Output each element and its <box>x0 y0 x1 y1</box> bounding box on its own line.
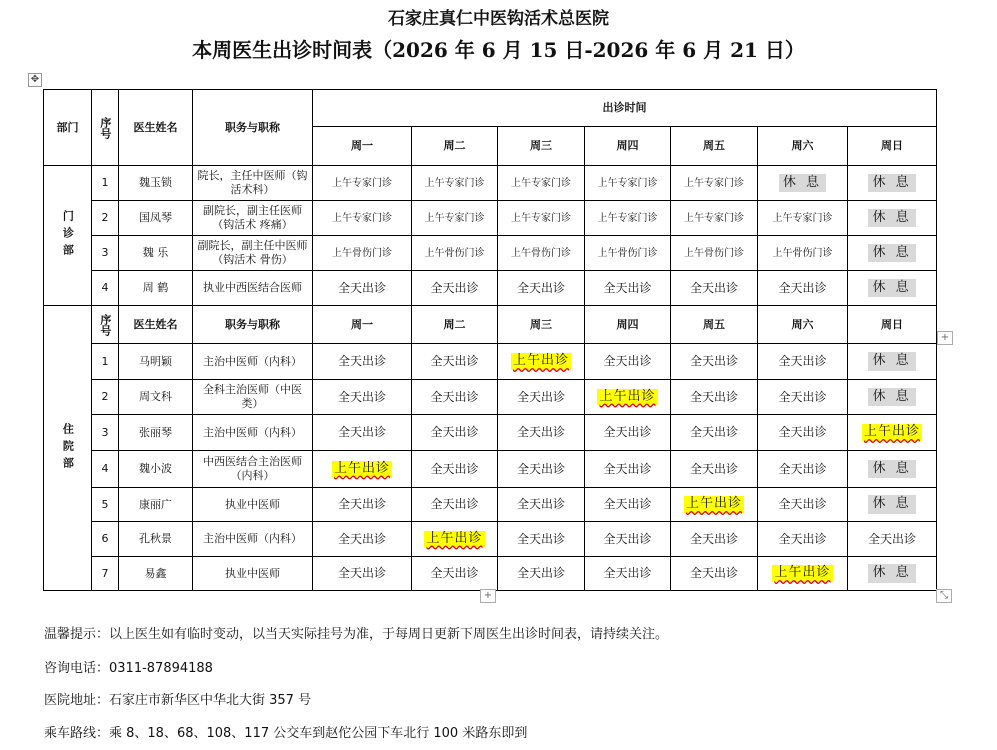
full-day-label: 全天出诊 <box>603 461 652 476</box>
schedule-cell <box>313 488 412 522</box>
full-day-label: 全天出诊 <box>337 280 386 295</box>
schedule-cell <box>758 344 848 380</box>
schedule-cell <box>848 522 937 557</box>
schedule-cell <box>412 488 498 522</box>
doctor-name-cell: 张丽琴 <box>119 415 193 451</box>
schedule-cell <box>848 201 937 236</box>
schedule-cell <box>671 415 758 451</box>
schedule-cell <box>498 166 585 201</box>
dept-header: 部门 <box>44 90 92 166</box>
schedule-cell <box>498 201 585 236</box>
schedule-header: 出诊时间 <box>313 90 937 127</box>
table-resize-icon[interactable]: ⤡ <box>936 589 952 603</box>
doctor-row <box>44 380 937 415</box>
doctor-name-cell: 孔秋景 <box>119 522 193 557</box>
schedule-cell <box>412 522 498 557</box>
full-day-label: 全天出诊 <box>430 566 479 580</box>
morning-only-label: 上午出诊 <box>599 388 656 404</box>
rest-label: 休 息 <box>868 244 915 262</box>
seq-cell: 4 <box>92 271 119 306</box>
rest-label: 休 息 <box>868 388 915 406</box>
schedule-cell <box>758 380 848 415</box>
seq-cell: 7 <box>92 557 119 591</box>
clinic-label: 上午骨伤门诊 <box>597 247 658 259</box>
schedule-cell <box>412 380 498 415</box>
seq-cell: 2 <box>92 380 119 415</box>
full-day-label: 全天出诊 <box>603 354 652 368</box>
schedule-cell <box>758 166 848 201</box>
full-day-label: 全天出诊 <box>778 389 827 404</box>
schedule-cell <box>313 166 412 201</box>
day-header: 周一 <box>313 306 412 344</box>
schedule-cell <box>585 451 671 488</box>
clinic-label: 上午专家门诊 <box>424 177 485 189</box>
clinic-label: 上午专家门诊 <box>597 177 658 189</box>
schedule-cell <box>412 451 498 488</box>
schedule-cell <box>313 451 412 488</box>
schedule-cell <box>585 415 671 451</box>
schedule-cell <box>758 557 848 591</box>
schedule-cell <box>498 488 585 522</box>
warm-tip: 温馨提示：以上医生如有临时变动，以当天实际挂号为准，于每周日更新下周医生出诊时间表，请持续关注。 <box>44 627 669 642</box>
schedule-cell <box>412 557 498 591</box>
doctor-row <box>44 201 937 236</box>
full-day-label: 全天出诊 <box>689 280 738 295</box>
full-day-label: 全天出诊 <box>430 389 479 404</box>
schedule-cell <box>585 344 671 380</box>
morning-only-label: 上午出诊 <box>512 353 569 369</box>
schedule-cell <box>585 522 671 557</box>
schedule-cell <box>758 271 848 306</box>
role-cell: 院长，主任中医师（钩活术科） <box>193 166 313 201</box>
schedule-cell <box>671 522 758 557</box>
role-cell: 副院长，副主任中医师（钩活术 骨伤） <box>193 236 313 271</box>
schedule-cell <box>412 201 498 236</box>
full-day-label: 全天出诊 <box>603 280 652 295</box>
schedule-cell <box>671 380 758 415</box>
schedule-cell <box>498 236 585 271</box>
day-header: 周四 <box>585 127 671 166</box>
name-header: 医生姓名 <box>119 306 193 344</box>
day-header: 周五 <box>671 306 758 344</box>
full-day-label: 全天出诊 <box>516 461 565 476</box>
seq-cell: 6 <box>92 522 119 557</box>
schedule-cell <box>758 415 848 451</box>
schedule-cell <box>313 201 412 236</box>
role-cell: 主治中医师（内科） <box>193 344 313 380</box>
full-day-label: 全天出诊 <box>689 354 738 368</box>
schedule-cell <box>313 236 412 271</box>
full-day-label: 全天出诊 <box>337 425 386 439</box>
role-cell: 主治中医师（内科） <box>193 522 313 557</box>
day-header: 周六 <box>758 127 848 166</box>
day-header: 周日 <box>848 306 937 344</box>
day-header: 周三 <box>498 306 585 344</box>
schedule-cell <box>313 271 412 306</box>
seq-cell: 3 <box>92 415 119 451</box>
seq-cell: 5 <box>92 488 119 522</box>
full-day-label: 全天出诊 <box>337 566 386 580</box>
full-day-label: 全天出诊 <box>516 389 565 404</box>
role-cell: 全科主治医师（中医类） <box>193 380 313 415</box>
seq-cell: 4 <box>92 451 119 488</box>
role-cell: 中西医结合主治医师（内科） <box>193 451 313 488</box>
full-day-label: 全天出诊 <box>516 280 565 295</box>
full-day-label: 全天出诊 <box>778 280 827 295</box>
full-day-label: 全天出诊 <box>778 497 827 511</box>
morning-only-label: 上午出诊 <box>685 496 742 512</box>
schedule-cell <box>412 271 498 306</box>
clinic-label: 上午专家门诊 <box>772 212 833 224</box>
rest-label: 休 息 <box>868 279 915 297</box>
full-day-label: 全天出诊 <box>430 461 479 476</box>
rest-label: 休 息 <box>779 174 826 192</box>
full-day-label: 全天出诊 <box>603 566 652 580</box>
doctor-name-cell: 马明颖 <box>119 344 193 380</box>
doctor-row <box>44 557 937 591</box>
schedule-cell <box>758 522 848 557</box>
schedule-cell <box>848 236 937 271</box>
schedule-cell <box>758 488 848 522</box>
doctor-row <box>44 451 937 488</box>
day-header: 周一 <box>313 127 412 166</box>
schedule-table <box>43 89 937 591</box>
seq-header: 序号 <box>92 90 119 166</box>
rest-label: 休 息 <box>868 460 915 478</box>
schedule-cell <box>758 236 848 271</box>
full-day-label: 全天出诊 <box>337 531 386 546</box>
full-day-label: 全天出诊 <box>689 531 738 546</box>
full-day-label: 全天出诊 <box>689 389 738 404</box>
role-header: 职务与职称 <box>193 90 313 166</box>
doctor-name-cell: 周文科 <box>119 380 193 415</box>
rest-label: 休 息 <box>868 564 915 582</box>
schedule-cell <box>585 201 671 236</box>
clinic-label: 上午专家门诊 <box>332 177 392 189</box>
schedule-cell <box>585 236 671 271</box>
full-day-label: 全天出诊 <box>603 425 652 439</box>
day-header: 周六 <box>758 306 848 344</box>
doctor-row <box>44 236 937 271</box>
schedule-cell <box>671 344 758 380</box>
role-cell: 执业中医师 <box>193 488 313 522</box>
header-row <box>44 90 937 127</box>
schedule-cell <box>498 451 585 488</box>
full-day-label: 全天出诊 <box>430 280 479 295</box>
role-header: 职务与职称 <box>193 306 313 344</box>
table-move-icon[interactable]: ✥ <box>28 73 42 87</box>
full-day-label: 全天出诊 <box>337 354 386 368</box>
role-cell: 执业中西医结合医师 <box>193 271 313 306</box>
inpatient-header-row <box>44 306 937 344</box>
clinic-label: 上午骨伤门诊 <box>332 247 392 259</box>
clinic-label: 上午骨伤门诊 <box>511 247 571 259</box>
rest-label: 休 息 <box>868 174 915 192</box>
schedule-cell <box>498 271 585 306</box>
full-day-label: 全天出诊 <box>689 425 738 439</box>
doctor-row <box>44 488 937 522</box>
schedule-cell <box>671 201 758 236</box>
full-day-label: 全天出诊 <box>337 497 386 511</box>
address-line: 医院地址：石家庄市新华区中华北大街 357 号 <box>44 693 312 708</box>
schedule-cell <box>585 557 671 591</box>
morning-only-label: 上午出诊 <box>864 424 921 440</box>
role-cell: 执业中医师 <box>193 557 313 591</box>
full-day-label: 全天出诊 <box>337 389 386 404</box>
schedule-cell <box>412 236 498 271</box>
full-day-label: 全天出诊 <box>689 461 738 476</box>
schedule-cell <box>848 271 937 306</box>
schedule-cell <box>585 380 671 415</box>
schedule-cell <box>313 557 412 591</box>
bus-route-line: 乘车路线：乘 8、18、68、108、117 公交车到赵佗公园下车北行 100 米路东即到 <box>44 726 528 741</box>
schedule-cell <box>671 236 758 271</box>
full-day-label: 全天出诊 <box>778 425 827 439</box>
morning-only-label: 上午出诊 <box>774 565 831 581</box>
day-header: 周五 <box>671 127 758 166</box>
clinic-label: 上午骨伤门诊 <box>772 247 833 259</box>
schedule-cell <box>412 166 498 201</box>
department-cell: 门诊部 <box>44 166 92 306</box>
schedule-cell <box>585 488 671 522</box>
doctor-name-cell: 魏小波 <box>119 451 193 488</box>
name-header: 医生姓名 <box>119 90 193 166</box>
schedule-cell <box>848 344 937 380</box>
morning-only-label: 上午出诊 <box>426 530 483 546</box>
schedule-cell <box>585 166 671 201</box>
day-header: 周四 <box>585 306 671 344</box>
seq-cell: 2 <box>92 201 119 236</box>
full-day-label: 全天出诊 <box>516 566 565 580</box>
schedule-cell <box>498 344 585 380</box>
morning-only-label: 上午出诊 <box>333 460 390 476</box>
schedule-cell <box>758 201 848 236</box>
day-header: 周日 <box>848 127 937 166</box>
clinic-label: 上午专家门诊 <box>511 212 571 224</box>
clinic-label: 上午专家门诊 <box>332 212 392 224</box>
full-day-label: 全天出诊 <box>778 531 827 546</box>
doctor-name-cell: 康丽广 <box>119 488 193 522</box>
schedule-cell <box>585 271 671 306</box>
rest-label: 休 息 <box>868 352 915 370</box>
schedule-title: 本周医生出诊时间表（2026 年 6 月 15 日-2026 年 6 月 21 日） <box>192 38 805 62</box>
doctor-name-cell: 魏 乐 <box>119 236 193 271</box>
doctor-row <box>44 415 937 451</box>
day-header: 周二 <box>412 306 498 344</box>
doctor-name-cell: 易鑫 <box>119 557 193 591</box>
full-day-label: 全天出诊 <box>868 531 917 546</box>
doctor-name-cell: 周 鹤 <box>119 271 193 306</box>
full-day-label: 全天出诊 <box>516 497 565 511</box>
schedule-cell <box>671 557 758 591</box>
add-row-icon[interactable]: + <box>480 589 496 603</box>
schedule-cell <box>671 451 758 488</box>
full-day-label: 全天出诊 <box>516 425 565 439</box>
add-column-icon[interactable]: + <box>937 331 953 345</box>
schedule-cell <box>498 557 585 591</box>
day-header: 周三 <box>498 127 585 166</box>
schedule-cell <box>848 166 937 201</box>
role-cell: 主治中医师（内科） <box>193 415 313 451</box>
seq-header: 序号 <box>92 306 119 344</box>
schedule-cell <box>498 415 585 451</box>
full-day-label: 全天出诊 <box>430 354 479 368</box>
schedule-cell <box>848 451 937 488</box>
role-cell: 副院长，副主任医师（钩活术 疼痛） <box>193 201 313 236</box>
schedule-cell <box>671 488 758 522</box>
schedule-cell <box>848 488 937 522</box>
doctor-row <box>44 166 937 201</box>
full-day-label: 全天出诊 <box>778 354 827 368</box>
schedule-cell <box>671 271 758 306</box>
clinic-label: 上午专家门诊 <box>511 177 571 189</box>
clinic-label: 上午专家门诊 <box>424 212 485 224</box>
doctor-row <box>44 271 937 306</box>
schedule-cell <box>412 344 498 380</box>
doctor-name-cell: 国凤琴 <box>119 201 193 236</box>
clinic-label: 上午骨伤门诊 <box>684 247 744 259</box>
schedule-cell <box>498 522 585 557</box>
schedule-cell <box>671 166 758 201</box>
schedule-cell <box>848 557 937 591</box>
full-day-label: 全天出诊 <box>603 497 652 511</box>
rest-label: 休 息 <box>868 209 915 227</box>
full-day-label: 全天出诊 <box>603 531 652 546</box>
day-header: 周二 <box>412 127 498 166</box>
schedule-cell <box>758 451 848 488</box>
doctor-row <box>44 522 937 557</box>
hospital-name: 石家庄真仁中医钩活术总医院 <box>388 9 609 29</box>
schedule-cell <box>313 344 412 380</box>
schedule-cell <box>848 415 937 451</box>
department-cell: 住院部 <box>44 306 92 591</box>
schedule-cell <box>313 415 412 451</box>
full-day-label: 全天出诊 <box>430 425 479 439</box>
clinic-label: 上午专家门诊 <box>684 212 744 224</box>
doctor-row <box>44 344 937 380</box>
full-day-label: 全天出诊 <box>689 566 738 580</box>
doctor-name-cell: 魏玉锁 <box>119 166 193 201</box>
full-day-label: 全天出诊 <box>516 531 565 546</box>
clinic-label: 上午专家门诊 <box>597 212 658 224</box>
seq-cell: 3 <box>92 236 119 271</box>
full-day-label: 全天出诊 <box>430 497 479 511</box>
schedule-cell <box>313 380 412 415</box>
clinic-label: 上午专家门诊 <box>684 177 744 189</box>
seq-cell: 1 <box>92 166 119 201</box>
schedule-cell <box>848 380 937 415</box>
seq-cell: 1 <box>92 344 119 380</box>
clinic-label: 上午骨伤门诊 <box>424 247 485 259</box>
schedule-cell <box>498 380 585 415</box>
full-day-label: 全天出诊 <box>778 461 827 476</box>
rest-label: 休 息 <box>868 495 915 513</box>
schedule-cell <box>313 522 412 557</box>
phone-line: 咨询电话：0311-87894188 <box>44 661 213 676</box>
schedule-cell <box>412 415 498 451</box>
